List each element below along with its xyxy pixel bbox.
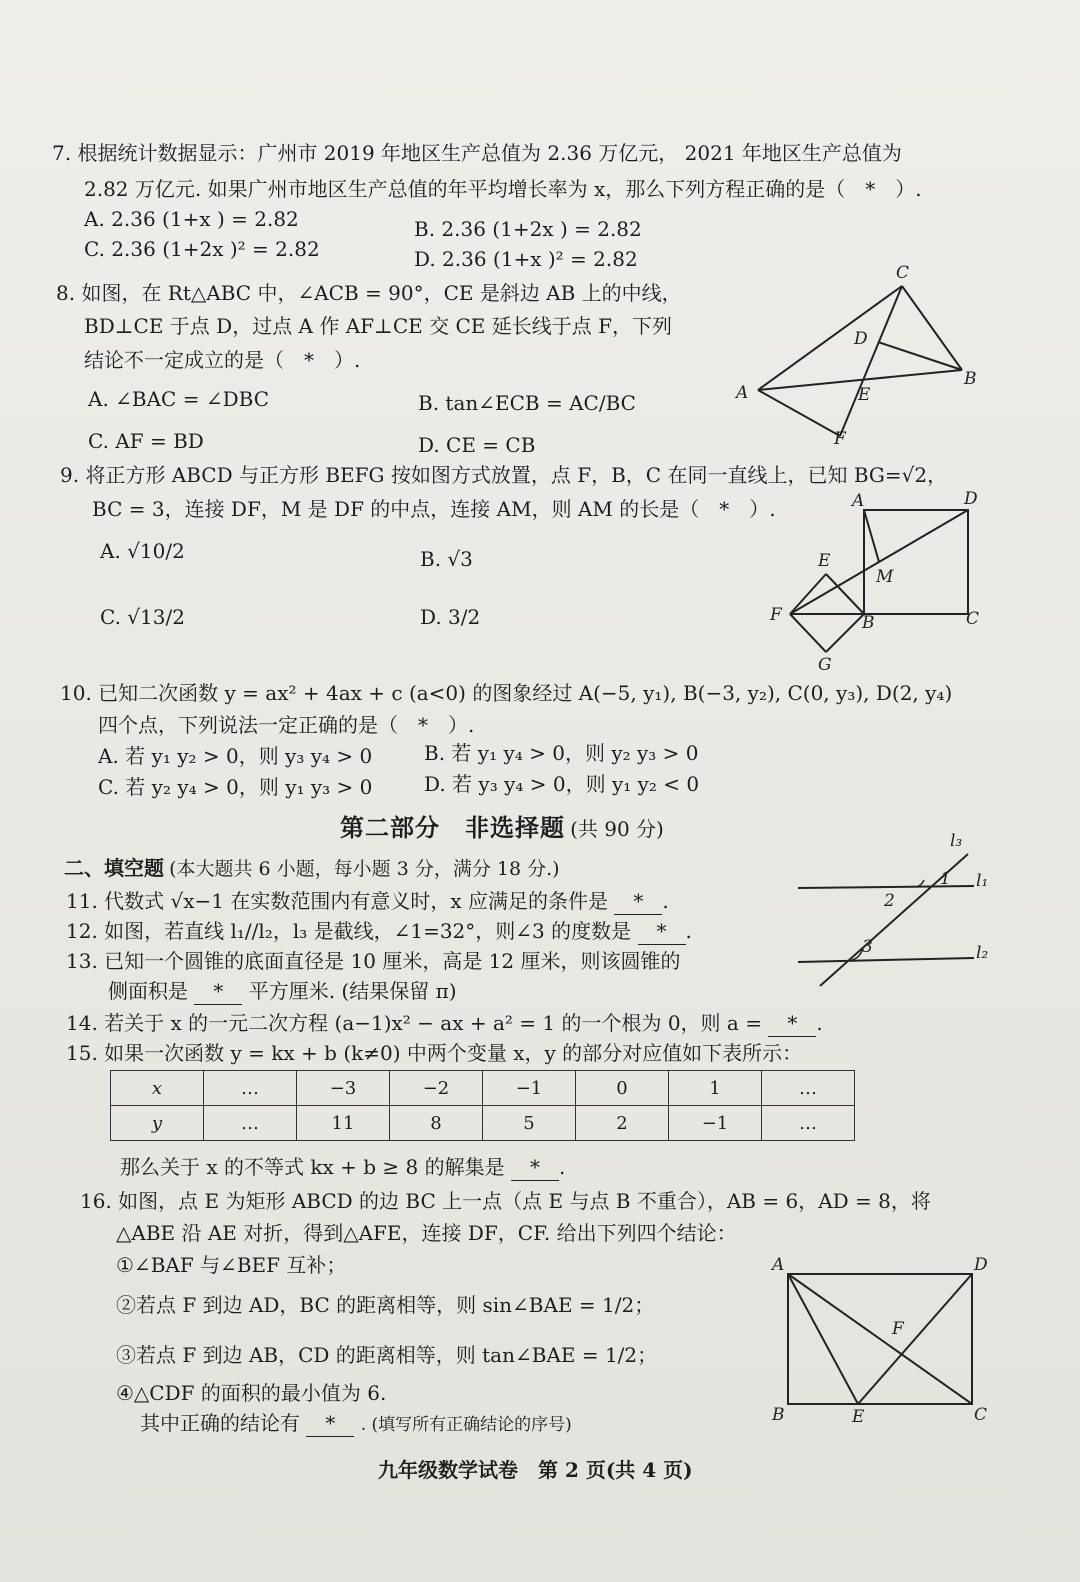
q9-line2: BC = 3，连接 DF，M 是 DF 的中点，连接 AM，则 AM 的长是（ * ）. — [92, 497, 776, 521]
q16-label-d: D — [974, 1255, 988, 1275]
section2-title: 二、填空题 — [64, 856, 164, 880]
q16-conclusion-4: ④△CDF 的面积的最小值为 6. — [116, 1381, 387, 1405]
q16-ending-post: . (填写所有正确结论的序号) — [360, 1415, 572, 1435]
q9-option-d: D. 3/2 — [420, 605, 481, 629]
q16-conclusion-2: ②若点 F 到边 AD，BC 的距离相等，则 sin∠BAE = 1/2； — [116, 1293, 655, 1317]
q15-cell: −1 — [669, 1106, 762, 1141]
q8-option-a: A. ∠BAC = ∠DBC — [88, 387, 269, 411]
q15-cell: 8 — [390, 1106, 483, 1141]
q12-answer-blank: * — [638, 918, 686, 945]
q13-text-post: 平方厘米. (结果保留 π) — [248, 979, 457, 1003]
q12-label-angle1: 1 — [940, 869, 951, 889]
q13-line2 — [108, 978, 457, 1005]
q15-cell: 0 — [576, 1071, 669, 1106]
q15-cell: 11 — [297, 1106, 390, 1141]
q16-ending-pre: 其中正确的结论有 — [140, 1411, 300, 1435]
q15-row-x — [111, 1071, 855, 1106]
q16-answer-blank: * — [306, 1410, 354, 1437]
q10-option-c: C. 若 y₂ y₄ > 0，则 y₁ y₃ > 0 — [98, 775, 373, 799]
q8-label-a: A — [736, 383, 749, 403]
q8-option-c: C. AF = BD — [88, 429, 204, 453]
section2-heading — [64, 852, 560, 881]
q8-option-d: D. CE = CB — [418, 433, 536, 457]
q15-cell: … — [204, 1106, 297, 1141]
q12-label-l2: l₂ — [976, 943, 989, 963]
q8-option-b: B. tan∠ECB = AC/BC — [418, 391, 636, 415]
q15-cell: −3 — [297, 1071, 390, 1106]
q16-rectangle-figure — [760, 1250, 1000, 1430]
q8-label-b: B — [964, 369, 977, 389]
q12-label-l1: l₁ — [976, 871, 989, 891]
q16-line2: △ABE 沿 AE 对折，得到△AFE，连接 DF，CF. 给出下列四个结论： — [116, 1221, 737, 1245]
q15-cell: 2 — [576, 1106, 669, 1141]
q15-row-y — [111, 1106, 855, 1141]
q15-cell: −2 — [390, 1071, 483, 1106]
q15-after-text: 那么关于 x 的不等式 kx + b ≥ 8 的解集是 — [120, 1155, 505, 1179]
q9-label-b: B — [862, 613, 875, 633]
q9-option-c: C. √13/2 — [100, 605, 185, 629]
q11: 11. 代数式 √x−1 在实数范围内有意义时，x 应满足的条件是 * . — [66, 889, 669, 913]
q12-parallel-lines-figure — [790, 826, 1000, 996]
q8-label-d: D — [854, 329, 868, 349]
q12-label-angle2: 2 — [884, 891, 895, 911]
q14-answer-blank: * — [768, 1010, 816, 1037]
q9-squares-figure — [760, 488, 990, 672]
q16-conclusion-1: ①∠BAF 与∠BEF 互补； — [116, 1253, 347, 1277]
q7-option-d: D. 2.36 (1+x )² = 2.82 — [414, 247, 638, 271]
q15-value-table — [110, 1070, 855, 1141]
q15-cell: x — [111, 1071, 204, 1106]
q9-label-d: D — [964, 489, 978, 509]
q15-question: 那么关于 x 的不等式 kx + b ≥ 8 的解集是 * . — [120, 1155, 566, 1179]
q15-cell: … — [762, 1106, 855, 1141]
q12: 12. 如图，若直线 l₁//l₂，l₃ 是截线，∠1=32°，则∠3 的度数是 * . — [66, 919, 692, 943]
q8-label-c: C — [896, 263, 910, 283]
q8-label-e: E — [858, 385, 871, 405]
section2-desc: (本大题共 6 小题，每小题 3 分，满分 18 分.) — [169, 858, 560, 880]
q7-line2: 2.82 万亿元. 如果广州市地区生产总值的年平均增长率为 x，那么下列方程正确的是（ * ）. — [84, 177, 922, 201]
q10-line1: 10. 已知二次函数 y = ax² + 4ax + c (a<0) 的图象经过 A(−5, y₁), B(−3, y₂), C(0, y₃), D(2, y₄) — [60, 681, 953, 705]
q10-option-a: A. 若 y₁ y₂ > 0，则 y₃ y₄ > 0 — [98, 744, 373, 768]
q9-line1: 9. 将正方形 ABCD 与正方形 BEFG 按如图方式放置，点 F，B，C 在同一直线上，已知 BG=√2， — [60, 463, 948, 487]
q7-option-b: B. 2.36 (1+2x ) = 2.82 — [414, 217, 642, 241]
q9-label-g: G — [818, 655, 832, 672]
q14: 14. 若关于 x 的一元二次方程 (a−1)x² − ax + a² = 1 的一个根为 0，则 a = * . — [66, 1011, 823, 1035]
q16-label-a: A — [772, 1255, 785, 1275]
q9-label-m: M — [876, 567, 894, 587]
q12-label-angle3: 3 — [862, 937, 873, 957]
q9-option-b: B. √3 — [420, 547, 473, 571]
q15-cell: … — [204, 1071, 297, 1106]
q9-label-e: E — [818, 551, 831, 571]
q9-option-a: A. √10/2 — [100, 539, 185, 563]
q15-cell: … — [762, 1071, 855, 1106]
q15-answer-blank: * — [511, 1154, 559, 1181]
q14-text: 14. 若关于 x 的一元二次方程 (a−1)x² − ax + a² = 1 的一个根为 0，则 a = — [66, 1011, 762, 1035]
q15-cell: 5 — [483, 1106, 576, 1141]
q8-line1: 8. 如图，在 Rt△ABC 中，∠ACB = 90°，CE 是斜边 AB 上的中线， — [56, 281, 682, 305]
q15-text: 15. 如果一次函数 y = kx + b (k≠0) 中两个变量 x，y 的部分对应值如下表所示： — [66, 1041, 803, 1065]
q13-line1: 13. 已知一个圆锥的底面直径是 10 厘米，高是 12 厘米，则该圆锥的 — [66, 949, 681, 973]
q16-ending — [140, 1410, 572, 1438]
q12-text: 12. 如图，若直线 l₁//l₂，l₃ 是截线，∠1=32°，则∠3 的度数是 — [66, 919, 632, 943]
q8-line2: BD⊥CE 于点 D，过点 A 作 AF⊥CE 交 CE 延长线于点 F，下列 — [84, 314, 672, 338]
q11-answer-blank: * — [614, 888, 662, 915]
q15-cell: −1 — [483, 1071, 576, 1106]
q16-label-e: E — [852, 1407, 865, 1427]
q8-triangle-figure — [730, 258, 990, 448]
q13-text-pre: 侧面积是 — [108, 979, 188, 1003]
q7-option-c: C. 2.36 (1+2x )² = 2.82 — [84, 237, 320, 261]
q7-option-a: A. 2.36 (1+x ) = 2.82 — [84, 207, 299, 231]
q9-label-c: C — [966, 609, 980, 629]
q9-label-a: A — [852, 491, 865, 511]
q13-answer-blank: * — [194, 978, 242, 1005]
q10-option-d: D. 若 y₃ y₄ > 0，则 y₁ y₂ < 0 — [424, 772, 700, 796]
part2-score: (共 90 分) — [570, 817, 664, 841]
q7-line1: 7. 根据统计数据显示：广州市 2019 年地区生产总值为 2.36 万亿元， 2021 年地区生产总值为 — [52, 141, 902, 165]
q9-label-f: F — [770, 605, 782, 625]
q11-text: 11. 代数式 √x−1 在实数范围内有意义时，x 应满足的条件是 — [66, 889, 609, 913]
q12-label-l3: l₃ — [950, 831, 963, 851]
page-footer: 九年级数学试卷 第 2 页(共 4 页) — [378, 1458, 693, 1482]
q15-cell: y — [111, 1106, 204, 1141]
q8-label-f: F — [834, 429, 846, 448]
q16-label-b: B — [772, 1405, 785, 1425]
q16-label-f: F — [892, 1319, 904, 1339]
q16-label-c: C — [974, 1405, 988, 1425]
q16-conclusion-3: ③若点 F 到边 AB，CD 的距离相等，则 tan∠BAE = 1/2； — [116, 1343, 658, 1367]
q10-option-b: B. 若 y₁ y₄ > 0，则 y₂ y₃ > 0 — [424, 741, 699, 765]
part2-heading — [340, 808, 664, 843]
q8-line3: 结论不一定成立的是（ * ）. — [84, 348, 361, 372]
q16-line1: 16. 如图，点 E 为矩形 ABCD 的边 BC 上一点（点 E 与点 B 不重合），AB = 6，AD = 8，将 — [80, 1189, 931, 1213]
part2-title: 第二部分 非选择题 — [340, 813, 565, 842]
q15-cell: 1 — [669, 1071, 762, 1106]
q10-line2: 四个点，下列说法一定正确的是（ * ）. — [98, 713, 475, 737]
